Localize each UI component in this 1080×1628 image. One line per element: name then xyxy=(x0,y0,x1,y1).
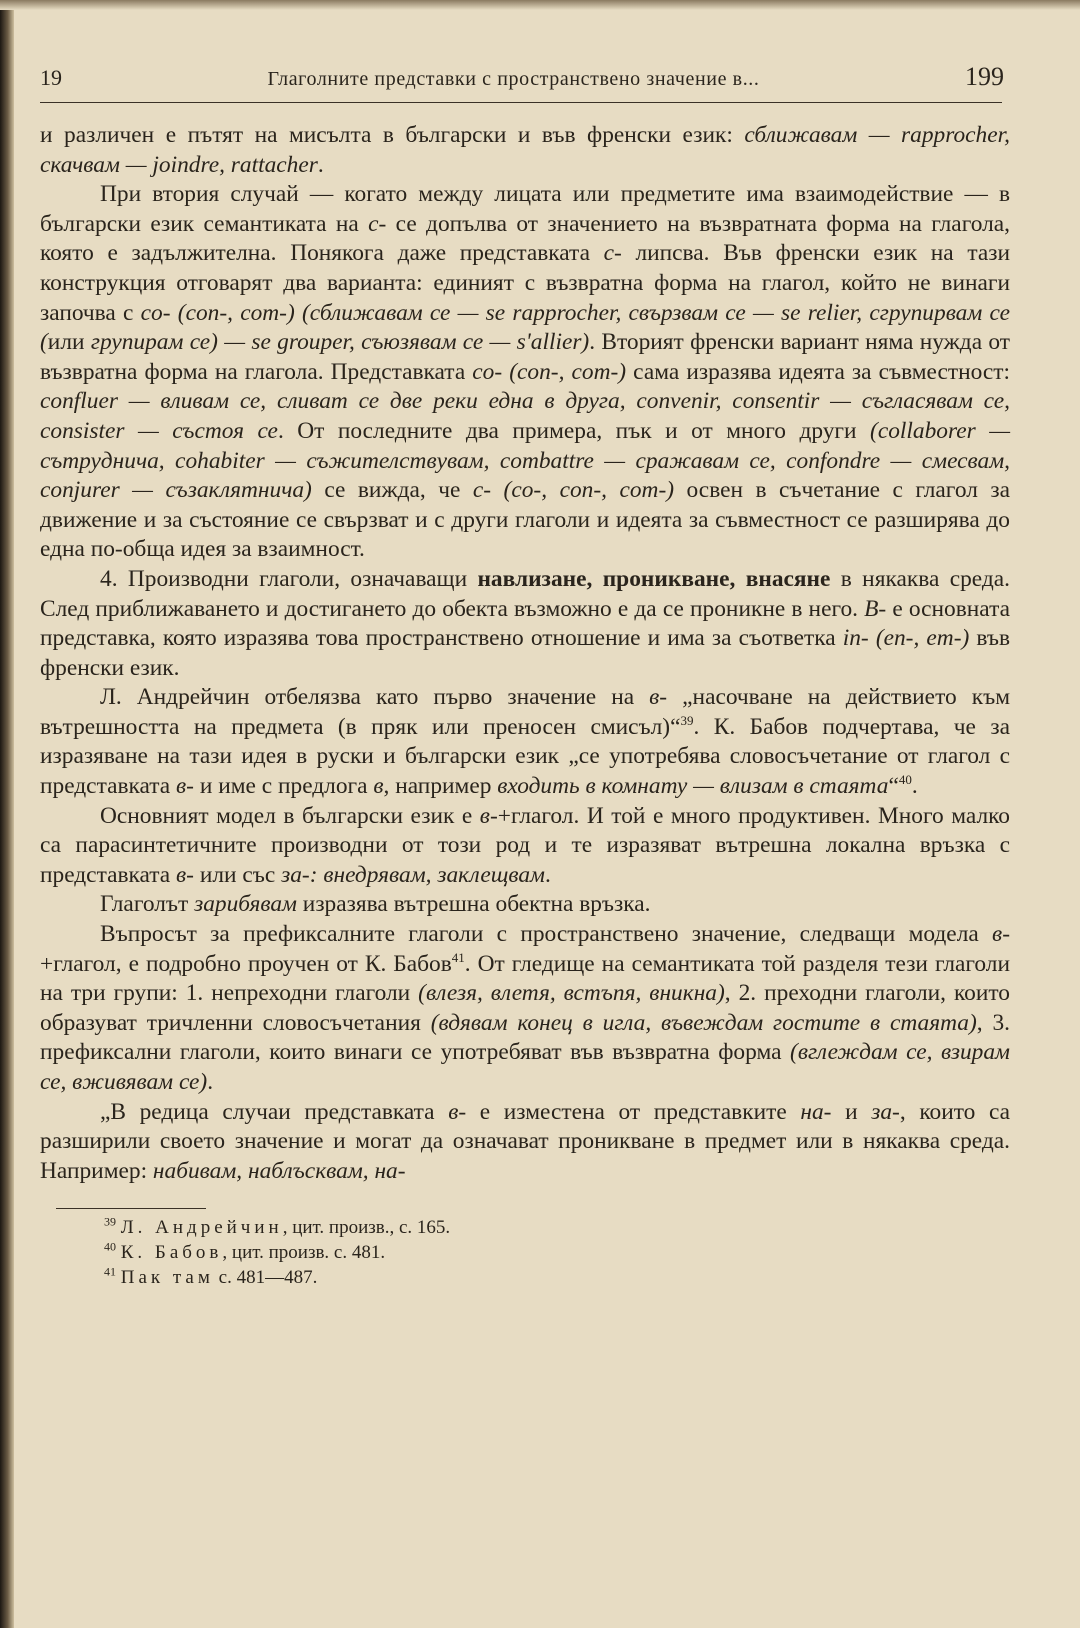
paragraph-6: Глаголът зарибявам изразява вътрешна обектна връзка. xyxy=(100,891,651,918)
book-spine-shadow xyxy=(0,0,14,1628)
page-top-edge xyxy=(0,0,1080,10)
header-rule xyxy=(40,102,1002,103)
footnote: $^{41}$ Пак там с. 481—487. xyxy=(104,1265,318,1289)
footnote-rule xyxy=(56,1208,206,1209)
footnote-ref-39: 39 xyxy=(680,713,694,729)
paragraph-8: „В редица случаи представката в- е изместена от представките на- и за-, които са разширили своето значение и могат да означават проникване в предмет или в някаква среда. Например: набивам, наблъсквам, на- xyxy=(40,1098,1010,1184)
paragraph-5: Основният модел в български език е в-+глагол. И той е много продуктивен. Много малко са парасинтетичните производни от този род и те изразяват вътрешна локална връзка с представката в- или със за-: внедрявам, заклещвам. xyxy=(40,802,1010,888)
footnotes xyxy=(40,1215,1010,1290)
book-page xyxy=(40,62,1010,1290)
chapter-number: 19 xyxy=(40,65,62,90)
body-text xyxy=(40,121,1010,1186)
running-title: Глаголните представки с пространствено значение в... xyxy=(267,68,760,90)
footnote-ref-41: 41 xyxy=(451,949,465,965)
paragraph-1: и различен е пътят на мисълта в български и във френски език: сближавам — rapprocher, скачвам — joindre, rattacher. xyxy=(40,122,1010,178)
page-header xyxy=(40,62,1010,102)
paragraph-4: Л. Андрейчин отбелязва като първо значение на в- „насочване на действието към вътрешността на предмета (в пряк или преносен смисъл)“$^{39}$. К. Бабов подчертава, че за изразяване на тази идея в руски и български език „се употребява словосъчетание от глагол с представката в- и име с предлога в, например входить в комнату — влизам в стаята“$^{40}$. xyxy=(40,684,1010,800)
page-number: 199 xyxy=(964,62,1004,91)
paragraph-2: При втория случай — когато между лицата или предметите има взаимодействие — в български език семантиката на с- се допълва от значението на възвратната форма на глагола, която е задължителна. Понякога даже представката с- липсва. Във френски език на тази конструкция отговарят два варианта: единият с възвратна форма на глагол, който не винаги започва с co- (con-, com-) (сближавам се — se rapprocher, свързвам се — se relier, сгрупирвам се (или групирам се) — se grouper, съюзявам се — s'allier). Вторият френски вариант няма нужда от възвратна форма на глагола. Представката co- (con-, com-) сама изразява идеята за съвместност: confluer — вливам се, сливат се две реки една в друга, convenir, consentir — съгласявам се, consister — състоя се. От последните два примера, пък и от много други (collaborer — сътруднича, cohabiter — съжителствувам, combattre — сражавам се, confondre — смесвам, conjurer — съзаклятнича) се вижда, че с- (co-, con-, com-) освен в съчетание с глагол за движение и за състояние се свързват и с други глаголи и идеята за съвместност се разширява до една по-обща идея за взаимност. xyxy=(40,181,1011,563)
paragraph-7: Въпросът за префиксалните глаголи с пространствено значение, следващи модела в-+глагол, е подробно проучен от К. Бабов$^{41}$. От гледище на семантиката той разделя тези глаголи на три групи: 1. непреходни глаголи (влезя, влетя, встъпя, вникна), 2. преходни глаголи, които образуват тричленни словосъчетания (вдявам конец в игла, въвеждам гостите в стаята), 3. префиксални глаголи, които винаги се употребяват във възвратна форма (вглеждам се, взирам се, вживявам се). xyxy=(40,921,1010,1095)
footnote: $^{40}$ К. Бабов, цит. произв. с. 481. xyxy=(104,1240,386,1264)
footnote: $^{39}$ Л. Андрейчин, цит. произв., с. 165. xyxy=(104,1215,451,1239)
footnote-ref-40: 40 xyxy=(898,772,912,788)
paragraph-3: 4. Производни глаголи, означаващи навлизане, проникване, внасяне в някаква среда. След приближаването и достигането до обекта възможно е да се проникне в него. В- е основната представка, която изразява това пространствено отношение и има за съответка in- (en-, em-) във френски език. xyxy=(40,565,1010,681)
